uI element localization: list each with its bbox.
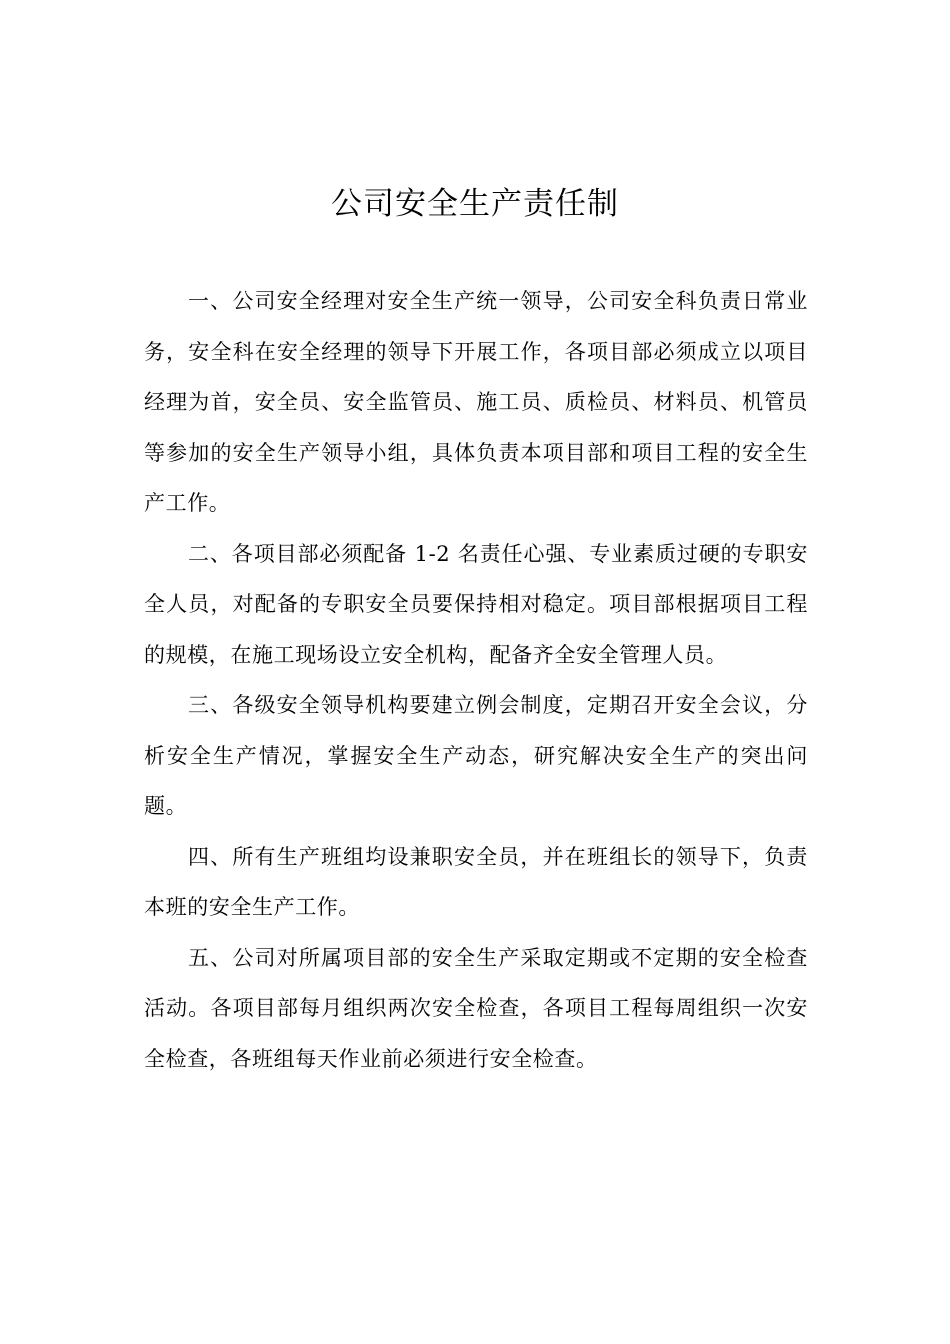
paragraph-5: 五、公司对所属项目部的安全生产采取定期或不定期的安全检查活动。各项目部每月组织两次安全检查，各项目工程每周组织一次安全检查，各班组每天作业前必须进行安全检查。 <box>144 945 808 1071</box>
paragraph-3: 三、各级安全领导机构要建立例会制度，定期召开安全会议，分析安全生产情况，掌握安全生产动态，研究解决安全生产的突出问题。 <box>144 693 808 818</box>
paragraph-1: 一、公司安全经理对安全生产统一领导，公司安全科负责日常业务，安全科在安全经理的领导下开展工作，各项目部必须成立以项目经理为首，安全员、安全监管员、施工员、质检员、材料员、机管员等参加的安全生产领导小组，具体负责本项目部和项目工程的安全生产工作。 <box>144 289 808 515</box>
paragraph-4: 四、所有生产班组均设兼职安全员，并在班组长的领导下，负责本班的安全生产工作。 <box>144 844 808 919</box>
document-body <box>144 276 808 1084</box>
document-title: 公司安全生产责任制 <box>331 186 619 222</box>
paragraph-2: 二、各项目部必须配备 1-2 名责任心强、专业素质过硬的专职安全人员，对配备的专职安全员要保持相对稳定。项目部根据项目工程的规模，在施工现场设立安全机构，配备齐全安全管理人员。 <box>144 541 808 667</box>
